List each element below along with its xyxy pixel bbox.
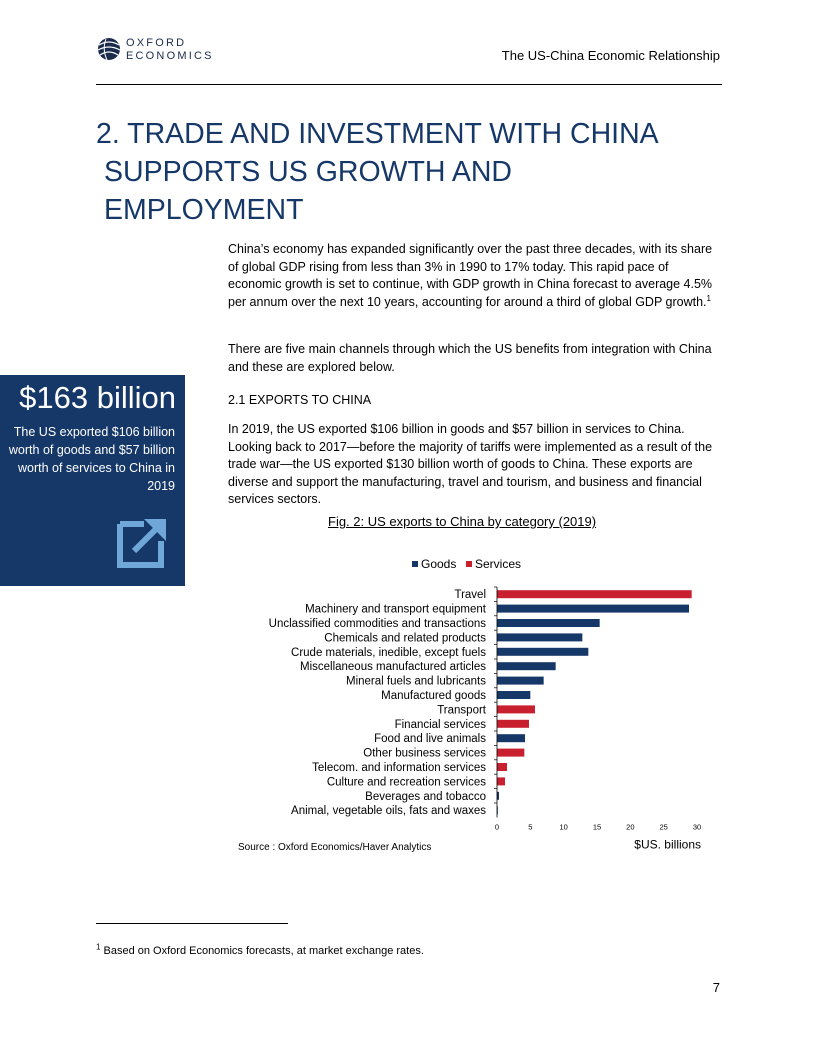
exports-bar-chart xyxy=(230,552,730,852)
callout-headline: $163 billion xyxy=(19,380,176,415)
x-tick-label: 5 xyxy=(528,822,533,832)
category-label: Food and live animals xyxy=(374,733,486,746)
bar xyxy=(497,590,692,598)
page-number: 7 xyxy=(712,980,720,995)
footnote-marker: 1 xyxy=(96,942,101,952)
footnote xyxy=(96,942,424,957)
bar xyxy=(497,648,588,656)
bar xyxy=(497,619,600,627)
legend-label-goods: Goods xyxy=(421,557,457,571)
category-label: Manufactured goods xyxy=(381,690,486,702)
x-tick-label: 20 xyxy=(626,822,635,832)
category-label: Crude materials, inedible, except fuels xyxy=(291,646,486,659)
legend-swatch-goods xyxy=(412,561,418,567)
bar xyxy=(497,633,582,641)
x-axis-label: $US. billions xyxy=(634,837,701,852)
footnote-reference[interactable]: 1 xyxy=(706,293,711,303)
x-tick-label: 15 xyxy=(592,822,602,832)
category-label: Unclassified commodities and transactions xyxy=(268,618,486,630)
logo-line-2: ECONOMICS xyxy=(126,50,214,62)
paragraph-intro-text: China’s economy has expanded significantly over the past three decades, with its share of global GDP rising from less than 3% in 1990 to 17% today. This rapid pace of economic growth is set to continue, with GDP growth in China forecast to average 4.5% per annum over the next 10 years, accounting for around a third of global GDP growth. xyxy=(228,242,713,309)
category-label: Telecom. and information services xyxy=(312,762,486,774)
category-label: Machinery and transport equipment xyxy=(305,603,486,616)
figure-title: Fig. 2: US exports to China by category (2019) xyxy=(328,514,597,529)
category-label: Mineral fuels and lubricants xyxy=(346,675,486,688)
callout-text: The US exported $106 billion worth of goods and $57 billion worth of services to China in 2019 xyxy=(8,425,175,493)
category-label: Transport xyxy=(437,704,486,717)
x-tick-label: 0 xyxy=(494,822,500,832)
section-title-line-1: TRADE AND INVESTMENT WITH CHINA xyxy=(119,118,659,150)
category-label: Miscellaneous manufactured articles xyxy=(299,661,486,674)
bar xyxy=(497,677,544,685)
bar xyxy=(497,734,525,742)
paragraph-exports: In 2019, the US exported $106 billion in goods and $57 billion in services to China. Looking back to 2017—before the majority of tariffs were implemented as a result of the trade war—the US exported $130 billion worth of goods to China. These exports are diverse and support the manufacturing, travel and tourism, and business and financial services sectors. xyxy=(228,422,713,506)
footnote-text: Based on Oxford Economics forecasts, at market exchange rates. xyxy=(100,945,424,957)
category-label: Financial services xyxy=(394,718,486,731)
paragraph-channels: There are five main channels through which the US benefits from integration with China and these are explored below. xyxy=(228,342,712,374)
x-tick-label: 25 xyxy=(659,822,668,832)
legend-label-services: Services xyxy=(475,557,522,571)
category-label: Animal, vegetable oils, fats and waxes xyxy=(291,805,486,818)
x-tick-label: 30 xyxy=(692,822,702,832)
bar xyxy=(497,763,507,771)
section-title-line-2: SUPPORTS US GROWTH AND xyxy=(104,156,513,188)
bar xyxy=(497,691,530,699)
bar xyxy=(497,605,689,613)
document-title: The US-China Economic Relationship xyxy=(501,48,720,63)
footnote-divider xyxy=(96,923,288,924)
subsection-heading: 2.1 EXPORTS TO CHINA xyxy=(228,393,372,407)
section-number: 2. xyxy=(96,118,120,150)
bar xyxy=(497,749,524,757)
category-label: Beverages and tobacco xyxy=(365,790,486,803)
category-label: Travel xyxy=(454,589,486,602)
figure-source: Source : Oxford Economics/Haver Analytics xyxy=(238,842,432,853)
legend-swatch-services xyxy=(466,561,472,567)
paragraph-intro xyxy=(228,241,718,311)
header-divider xyxy=(96,84,722,85)
logo-wordmark xyxy=(126,37,214,63)
section-title xyxy=(96,115,736,229)
x-tick-label: 10 xyxy=(559,822,568,832)
category-label: Chemicals and related products xyxy=(324,632,486,645)
category-label: Culture and recreation services xyxy=(326,776,486,789)
bar xyxy=(497,705,535,713)
bar xyxy=(497,720,529,728)
category-label: Other business services xyxy=(363,747,486,760)
bar xyxy=(497,662,556,670)
external-link-icon[interactable] xyxy=(116,516,169,569)
section-title-line-3: EMPLOYMENT xyxy=(104,194,304,226)
logo-line-1: OXFORD xyxy=(126,37,187,49)
bar xyxy=(497,777,505,785)
